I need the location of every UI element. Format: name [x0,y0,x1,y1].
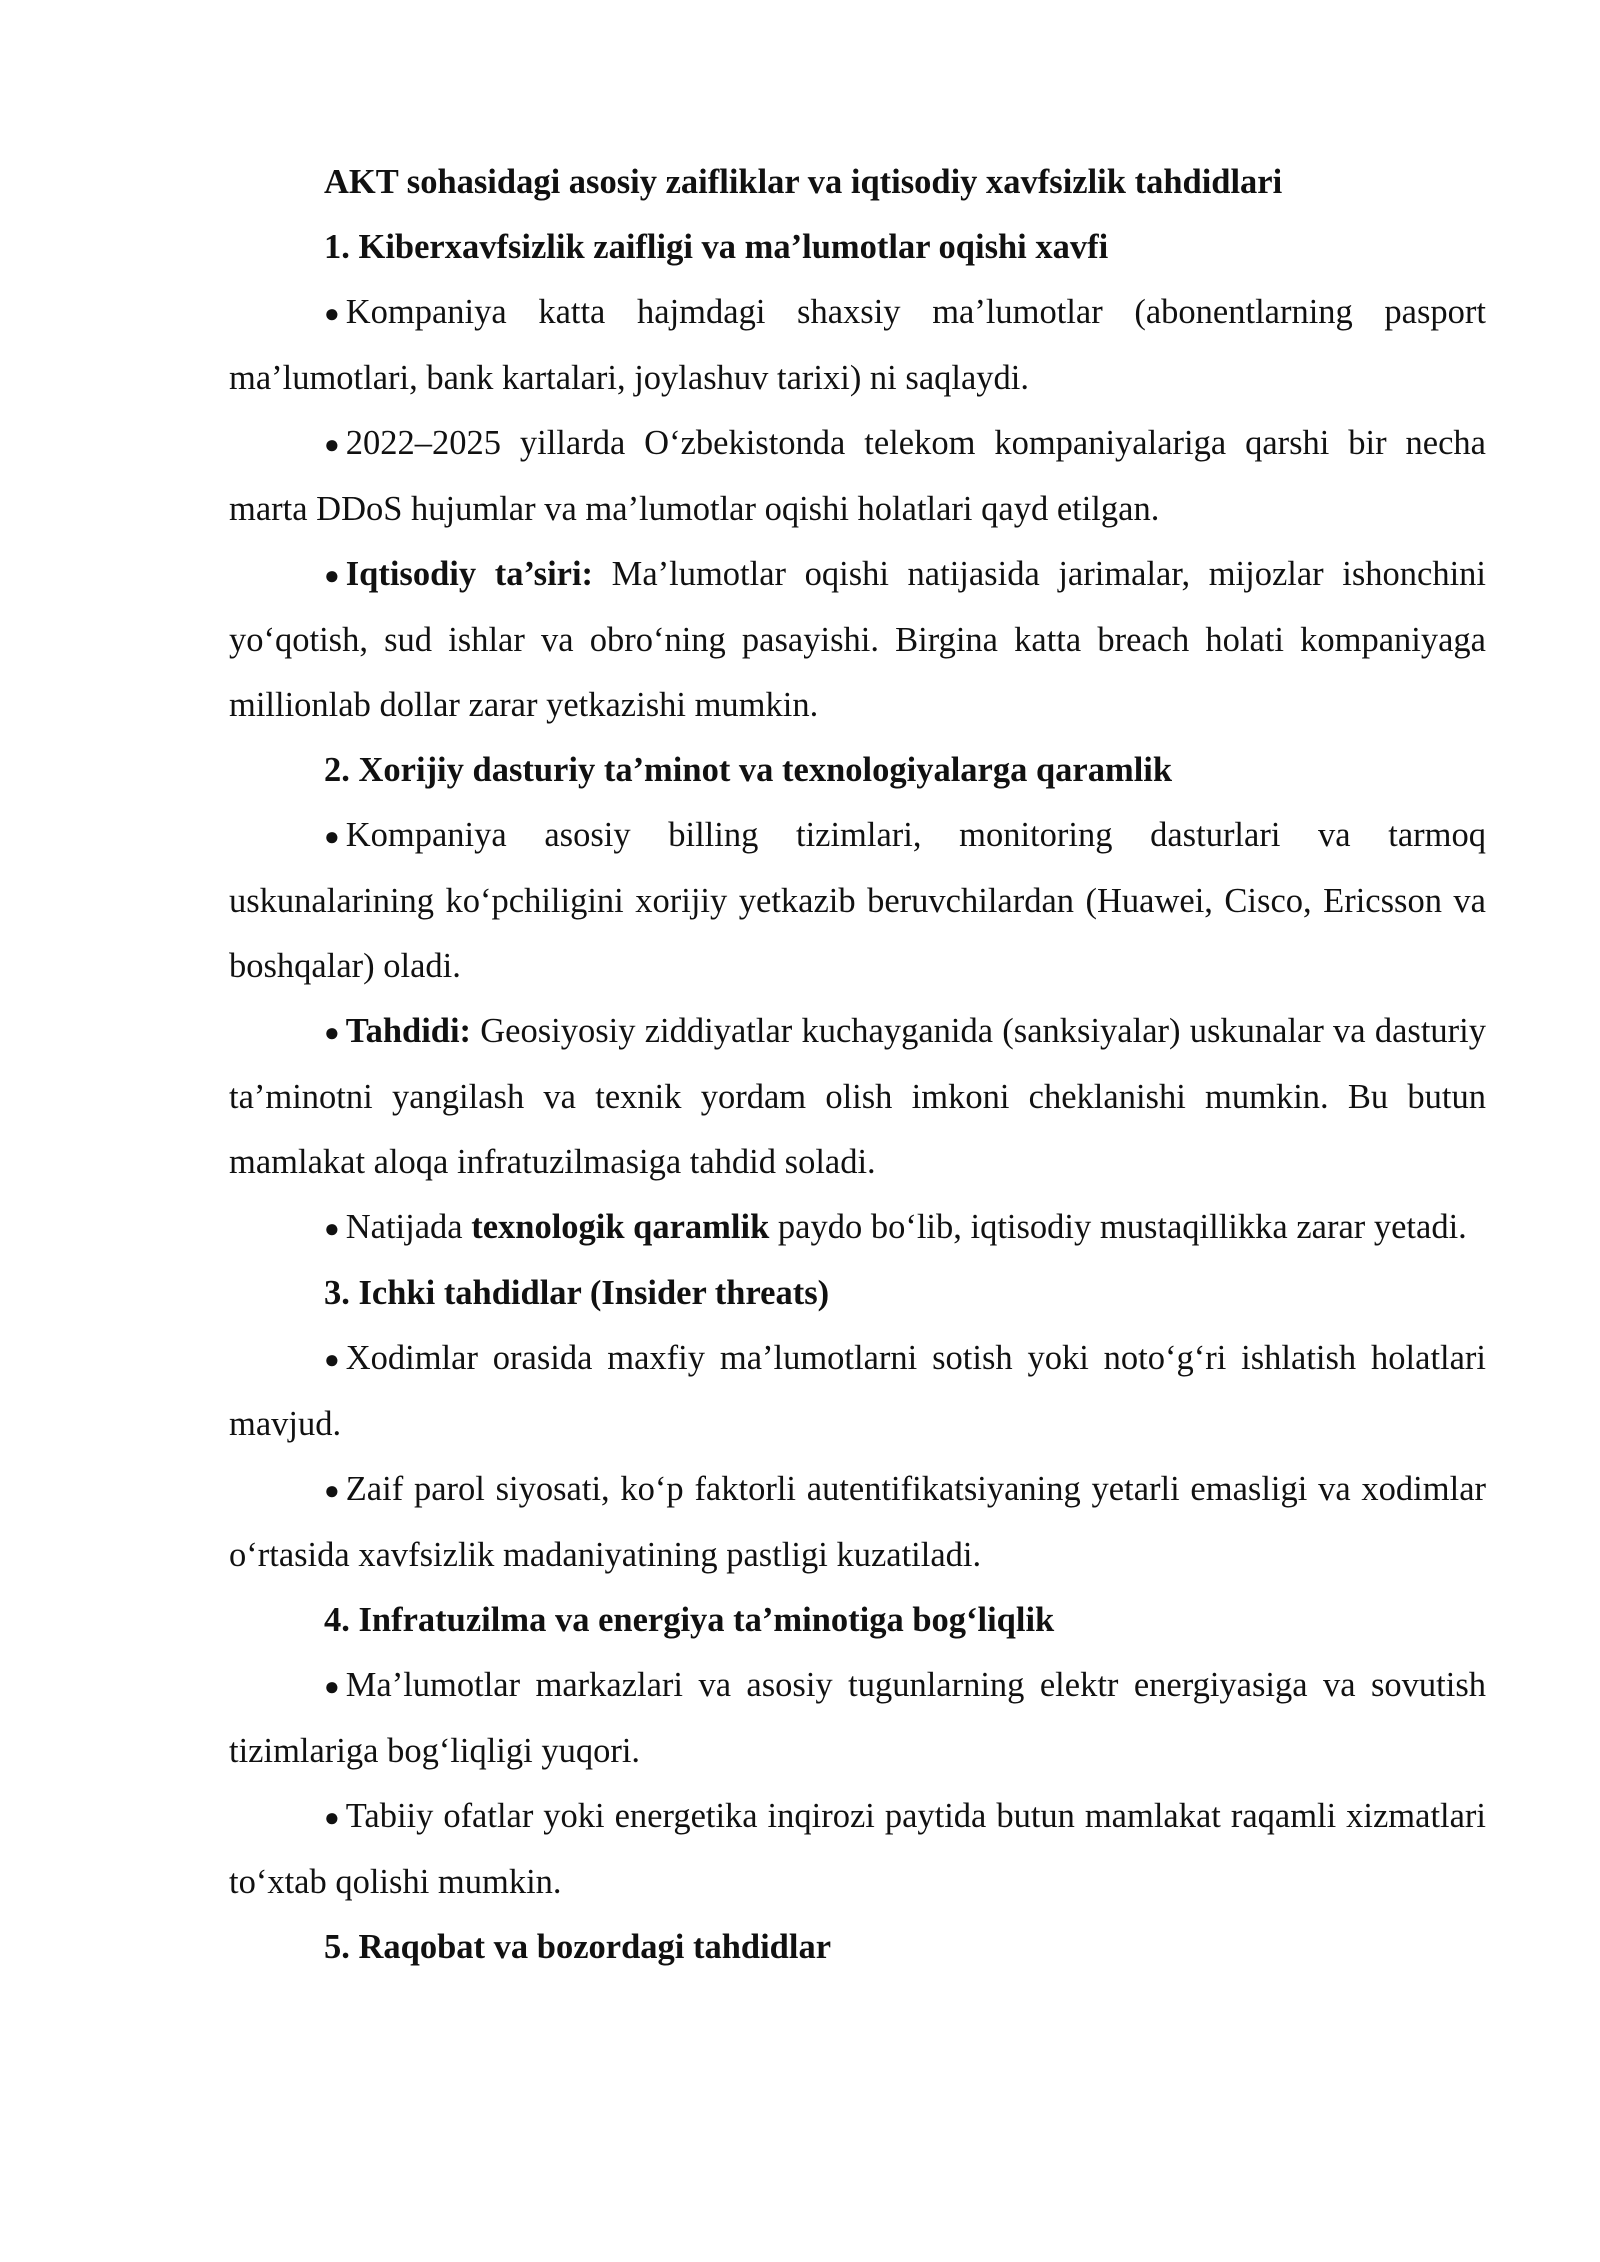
bullet-paragraph [229,411,1486,542]
bullet-text: Kompaniya katta hajmdagi shaxsiy ma’lumotlar (abonentlarning pasport ma’lumotlari, bank kartalari, joylashuv tarixi) ni saqlaydi. [229,293,1486,397]
section-heading: 4. Infratuzilma va energiya ta’minotiga bog‘liqlik [324,1601,1055,1639]
bullet-paragraph [229,1653,1486,1784]
bullet-paragraph [229,542,1486,738]
document-title: AKT sohasidagi asosiy zaifliklar va iqtisodiy xavfsizlik tahdidlari [324,163,1283,201]
bullet-text: Kompaniya asosiy billing tizimlari, monitoring dasturlari va tarmoq uskunalarining ko‘pchiligini xorijiy yetkazib beruvchilardan (Huawei, Cisco, Ericsson va boshqalar) oladi. [229,816,1486,985]
bullet-paragraph [229,1457,1486,1588]
bullet-text: Geosiyosiy ziddiyatlar kuchayganida (sanksiyalar) uskunalar va dasturiy ta’minotni yangilash va texnik yordam olish imkoni cheklanishi mumkin. Bu butun mamlakat aloqa infratuzilmasiga tahdid soladi. [229,1012,1486,1181]
bullet-icon: ● [324,430,340,459]
document-page [229,150,1486,1980]
bullet-paragraph [229,1326,1486,1457]
bullet-paragraph [229,1195,1486,1261]
bullet-icon: ● [324,1214,340,1243]
bullet-icon: ● [324,561,340,590]
section-heading: 1. Kiberxavfsizlik zaifligi va ma’lumotlar oqishi xavfi [324,228,1109,266]
bullet-text: Tabiiy ofatlar yoki energetika inqirozi paytida butun mamlakat raqamli xizmatlari to‘xtab qolishi mumkin. [229,1797,1486,1901]
bullet-text-after: paydo bo‘lib, iqtisodiy mustaqillikka zarar yetadi. [769,1208,1467,1246]
bullet-paragraph [229,1784,1486,1915]
bullet-icon: ● [324,1345,340,1374]
bullet-text: 2022–2025 yillarda O‘zbekistonda telekom kompaniyalariga qarshi bir necha marta DDoS hujumlar va ma’lumotlar oqishi holatlari qayd etilgan. [229,424,1486,528]
section-heading: 3. Ichki tahdidlar (Insider threats) [324,1274,830,1312]
section-heading: 5. Raqobat va bozordagi tahdidlar [324,1928,832,1966]
bullet-paragraph [229,803,1486,999]
bullet-text: Ma’lumotlar oqishi natijasida jarimalar, mijozlar ishonchini yo‘qotish, sud ishlar va obro‘ning pasayishi. Birgina katta breach holati kompaniyaga millionlab dollar zarar yetkazishi mumkin. [229,555,1486,724]
bullet-icon: ● [324,299,340,328]
bullet-icon: ● [324,1018,340,1047]
bullet-paragraph [229,999,1486,1195]
bullet-text: Ma’lumotlar markazlari va asosiy tugunlarning elektr energiyasiga va sovutish tizimlariga bog‘liqligi yuqori. [229,1666,1486,1770]
bullet-icon: ● [324,1672,340,1701]
bullet-text: Natijada [345,1208,472,1246]
bullet-bold-lead: Tahdidi: [345,1012,472,1050]
bullet-bold-lead: Iqtisodiy ta’siri: [345,555,594,593]
bullet-text: Xodimlar orasida maxfiy ma’lumotlarni sotish yoki noto‘g‘ri ishlatish holatlari mavjud. [229,1339,1486,1443]
section-heading: 2. Xorijiy dasturiy ta’minot va texnologiyalarga qaramlik [324,751,1173,789]
bullet-paragraph [229,280,1486,411]
bullet-icon: ● [324,1476,340,1505]
bullet-icon: ● [324,1803,340,1832]
bullet-bold-phrase: texnologik qaramlik [471,1208,770,1246]
bullet-icon: ● [324,822,340,851]
bullet-text: Zaif parol siyosati, ko‘p faktorli autentifikatsiyaning yetarli emasligi va xodimlar o‘rtasida xavfsizlik madaniyatining pastligi kuzatiladi. [229,1470,1486,1574]
